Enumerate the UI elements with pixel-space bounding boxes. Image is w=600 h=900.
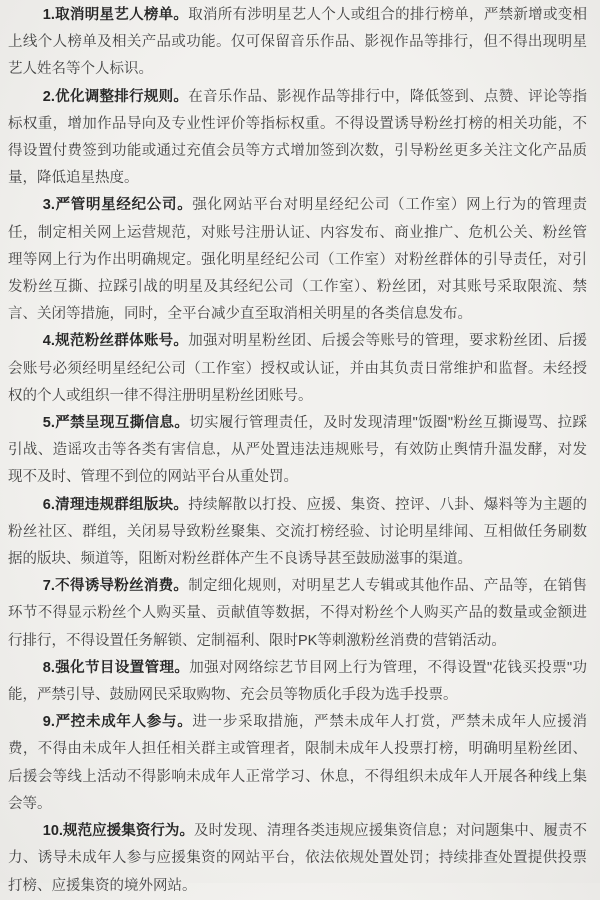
policy-paragraph-9 [8,709,587,818]
paragraph-4-body: 加强对明星粉丝团、后援会等账号的管理，要求粉丝团、后援会账号必须经明星经纪公司（工作室）授权或认证，并由其负责日常维护和监督。未经授权的个人或组织一律不得注册明星粉丝团账号。 [8,333,588,404]
policy-paragraph-3 [8,192,587,328]
paragraph-3-heading: 3.严管明星经纪公司。 [42,197,193,214]
policy-paragraph-6 [8,492,587,574]
policy-paragraph-1 [8,2,587,84]
policy-paragraph-2 [8,84,587,193]
paragraph-5-heading: 5.严禁呈现互撕信息。 [42,415,190,432]
policy-paragraph-7 [8,573,587,655]
policy-paragraph-5 [8,410,587,492]
paragraph-9-heading: 9.严控未成年人参与。 [42,714,193,731]
paragraph-6-heading: 6.清理违规群组版块。 [42,496,189,513]
paragraph-10-heading: 10.规范应援集资行为。 [42,823,195,840]
paragraph-8-heading: 8.强化节目设置管理。 [42,659,190,676]
paragraph-2-body: 在音乐作品、影视作品等排行中，降低签到、点赞、评论等指标权重，增加作品导向及专业性评价等指标权重。不得设置诱导粉丝打榜的相关功能，不得设置付费签到功能或通过充值会员等方式增加签到次数，引导粉丝更多关注文化产品质量，降低追星热度。 [8,88,588,187]
paragraph-3-body: 强化网站平台对明星经纪公司（工作室）网上行为的管理责任，制定相关网上运营规范，对账号注册认证、内容发布、商业推广、危机公关、粉丝管理等网上行为作出明确规定。强化明星经纪公司（工作室）对粉丝群体的引导责任，对引发粉丝互撕、拉踩引战的明星及其经纪公司（工作室）、粉丝团，对其账号采取限流、禁言、关闭等措施，同时，全平台减少直至取消相关明星的各类信息发布。 [8,197,587,323]
paragraph-1-body: 取消所有涉明星艺人个人或组合的排行榜单，严禁新增或变相上线个人榜单及相关产品或功能。仅可保留音乐作品、影视作品等排行，但不得出现明星艺人姓名等个人标识。 [8,7,588,78]
paragraph-6-body: 持续解散以打投、应援、集资、控评、八卦、爆料等为主题的粉丝社区、群组，关闭易导致粉丝聚集、交流打榜经验、讨论明星绯闻、互相做任务刷数据的版块、频道等，阻断对粉丝群体产生不良诱导甚至鼓励滋事的渠道。 [8,496,588,568]
paragraph-1-heading: 1.取消明星艺人榜单。 [42,7,189,23]
policy-paragraph-10 [8,818,587,900]
paragraph-9-body: 进一步采取措施，严禁未成年人打赏，严禁未成年人应援消费，不得由未成年人担任相关群主或管理者，限制未成年人投票打榜，明确明星粉丝团、后援会等线上活动不得影响未成年人正常学习、休息，不得组织未成年人开展各种线上集会等。 [8,714,587,812]
paragraph-8-body: 加强对网络综艺节目网上行为管理，不得设置"花钱买投票"功能，严禁引导、鼓励网民采取购物、充会员等物质化手段为选手投票。 [8,659,588,704]
paragraph-4-heading: 4.规范粉丝群体账号。 [42,333,189,350]
paragraph-5-body: 切实履行管理责任，及时发现清理"饭圈"粉丝互撕谩骂、拉踩引战、造谣攻击等各类有害信息，从严处置违法违规账号，有效防止舆情升温发酵，对发现不及时、管理不到位的网站平台从重处罚。 [8,415,588,486]
policy-paragraph-8 [8,655,587,709]
paragraph-2-heading: 2.优化调整排行规则。 [42,88,189,105]
paragraph-7-body: 制定细化规则，对明星艺人专辑或其他作品、产品等，在销售环节不得显示粉丝个人购买量、贡献值等数据，不得对粉丝个人购买产品的数量或金额进行排行，不得设置任务解锁、定制福利、限时PK等刺激粉丝消费的营销活动。 [8,578,588,649]
paragraph-10-body: 及时发现、清理各类违规应援集资信息；对问题集中、履责不力、诱导未成年人参与应援集资的网站平台，依法依规处置处罚；持续排查处置提供投票打榜、应援集资的境外网站。 [8,823,588,894]
policy-paragraph-4 [8,328,587,410]
paragraph-7-heading: 7.不得诱导粉丝消费。 [42,578,189,595]
